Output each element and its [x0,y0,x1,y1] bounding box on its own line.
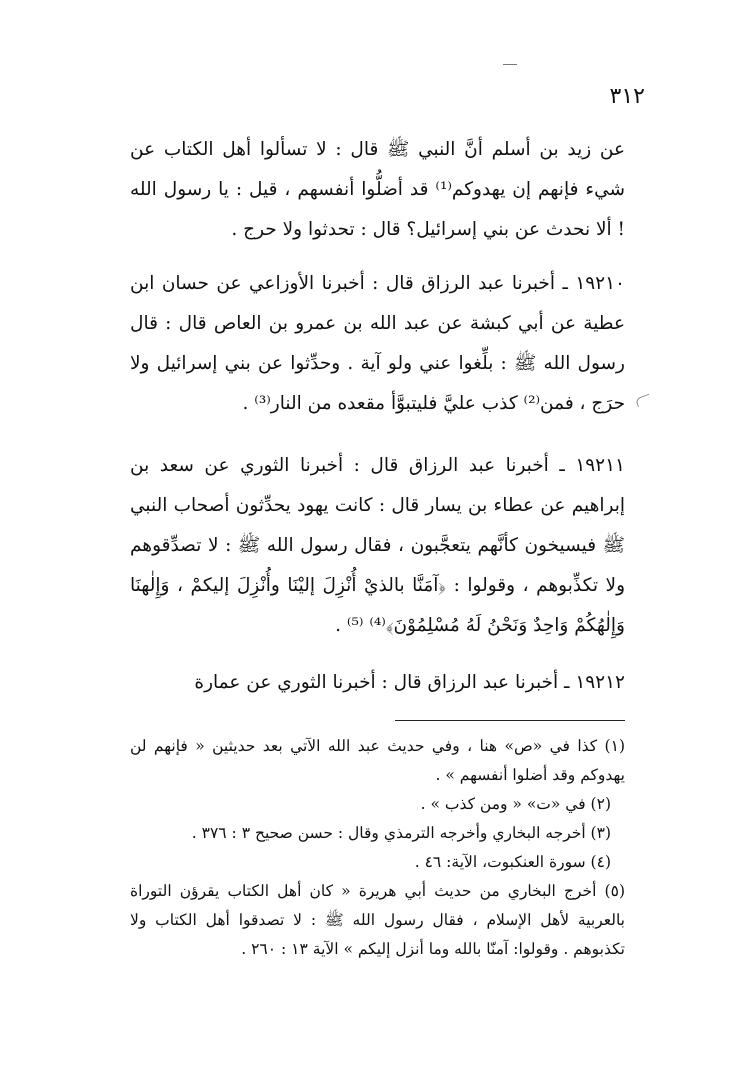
paragraph-1: عن زيد بن أسلم أنَّ النبي ﷺ قال : لا تسألوا أهل الكتاب عن شيء فإنهم إن يهدوكم⁽¹⁾ قد أضلُّوا أنفسهم ، قيل : يا رسول الله ! ألا نحدث عن بني إسرائيل؟ قال : تحدثوا ولا حرج . [130,139,625,240]
paragraph-3: ١٩٢١١ ـ أخبرنا عبد الرزاق قال : أخبرنا الثوري عن سعد بن إبراهيم عن عطاء بن يسار قال : كانت يهود يحدِّثون أصحاب النبي ﷺ فيسيخون كأنَّهم يتعجَّبون ، فقال رسول الله ﷺ : لا تصدِّقوهم ولا تكذِّبوهم ، وقولوا : ﴿آمَنَّا بالذيْ أُنْزِلَ إليْنَا وأُنْزِلَ إليكمْ ، وَإِلٰهنَا وَإِلٰهُكُمْ وَاحِدٌ وَنَحْنُ لَهُ مُسْلِمُوْنَ﴾⁽⁴⁾ ⁽⁵⁾ . [130,455,625,636]
page-number: ٣١٢ [609,84,645,109]
footnote-5: (٥) أخرج البخاري من حديث أبي هريرة « كان أهل الكتاب يقرؤن التوراة بالعربية لأهل الإسلام ، فقال رسول الله ﷺ : لا تصدقوا أهل الكتاب ولا تكذبوهم . وقولوا: آمنّا بالله وما أنزل إليكم » الآية ١٣ : ٢٦٠ . [130,882,625,958]
footnote-2: (٢) في «ت» « ومن كذب » . [420,795,611,813]
top-mark [503,64,517,65]
paragraph-4: ١٩٢١٢ ـ أخبرنا عبد الرزاق قال : أخبرنا الثوري عن عمارة [194,672,625,693]
footnote-1: (١) كذا في «ص» هنا ، وفي حديث عبد الله الآتي بعد حديثين « فإنهم لن يهدوكم وقد أضلوا أنفسهم » . [130,737,625,784]
paragraph-2: ١٩٢١٠ ـ أخبرنا عبد الرزاق قال : أخبرنا الأوزاعي عن حسان ابن عطية عن أبي كبشة عن عبد الله بن عمرو بن العاص قال : قال رسول الله ﷺ : بلِّغوا عني ولو آية . وحدِّثوا عن بني إسرائيل ولا حرَج ، فمن⁽²⁾ كذب عليَّ فليتبوَّأ مقعده من النار⁽³⁾ . [130,273,625,414]
footnotes [130,732,625,964]
margin-mark [635,394,652,408]
footnote-3: (٣) أخرجه البخاري وأخرجه الترمذي وقال : حسن صحيح ٣ : ٣٧٦ . [191,824,611,842]
footnote-separator [395,720,625,721]
footnote-4: (٤) سورة العنكبوت، الآية: ٤٦ . [414,853,611,871]
